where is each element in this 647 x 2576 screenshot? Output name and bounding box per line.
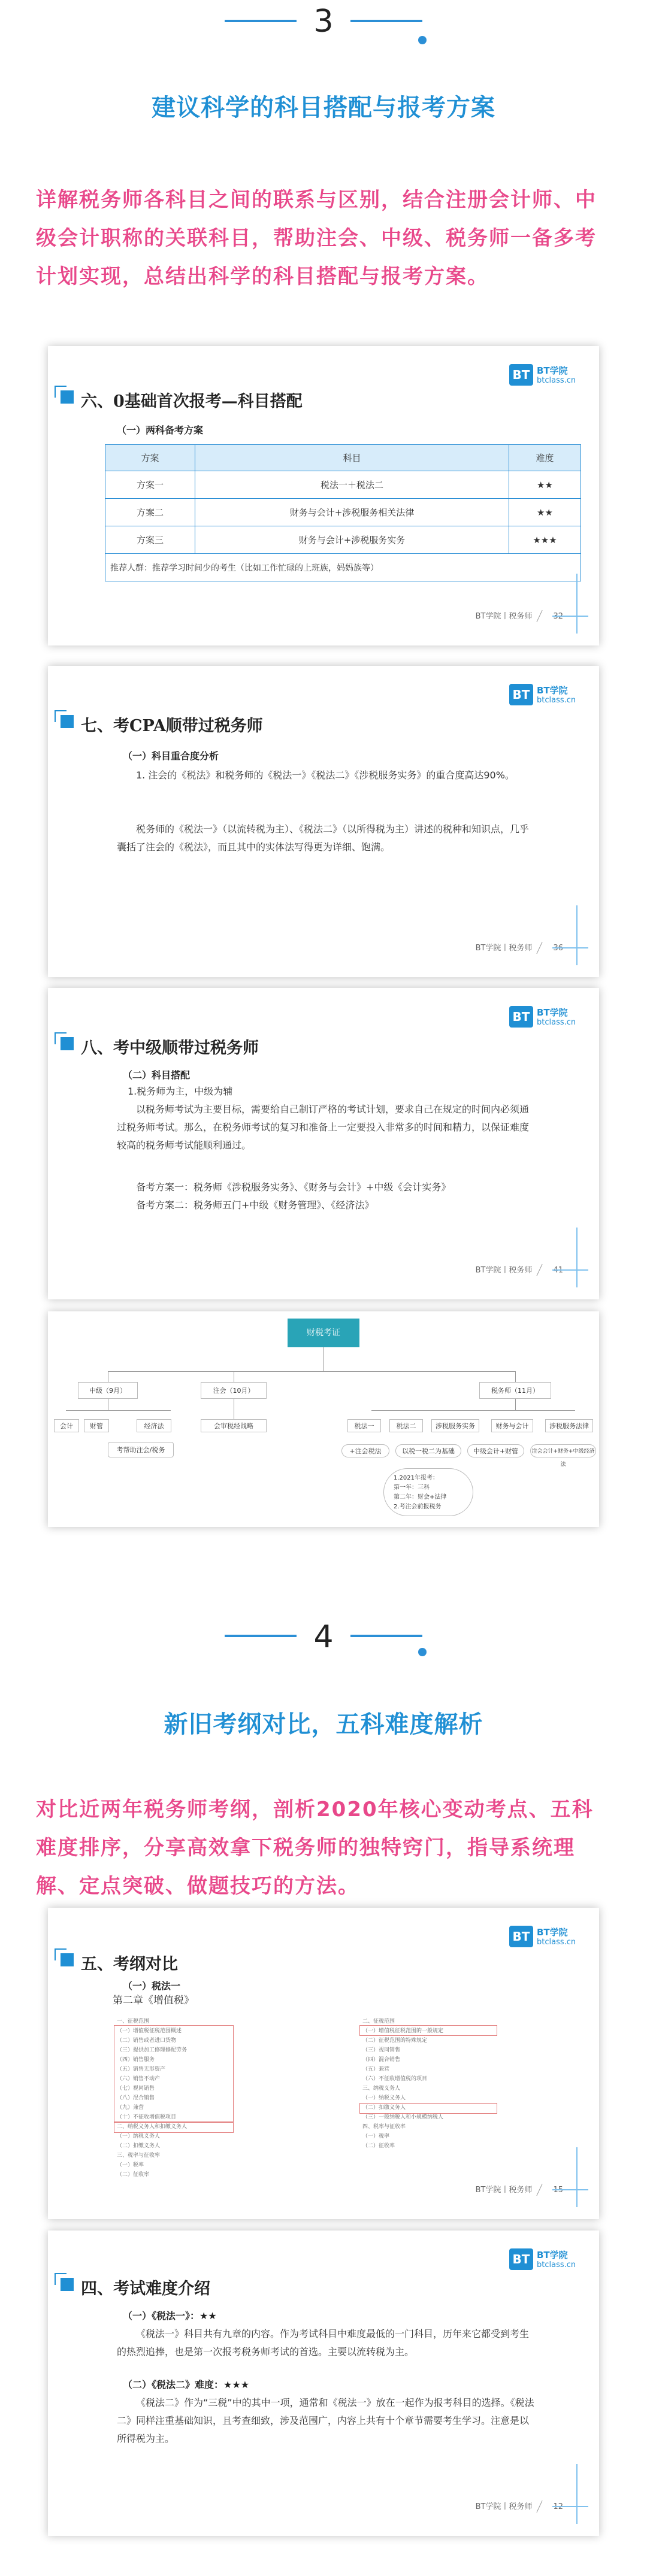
mind-map-link: 中级会计+财管 <box>467 1444 524 1457</box>
footer-divider <box>537 2501 543 2513</box>
outline-line: （二）销售或者进口货物 <box>117 2038 177 2044</box>
mind-map-connector <box>515 1399 516 1410</box>
outline-line: （三）一般纳税人和小规模纳税人 <box>362 2114 444 2120</box>
mind-map-leaf: 税法一 <box>347 1419 381 1432</box>
table-header-row <box>105 445 581 471</box>
outline-line: （二）扣缴义务人 <box>362 2105 406 2111</box>
outline-highlight <box>114 2025 234 2122</box>
mind-map-leaf: 涉税服务实务 <box>431 1419 479 1432</box>
slide-paragraph: 《税法二》作为“三税”中的其中一项，通常和《税法一》放在一起作为报考科目的选择。《税法二》同样注重基础知识，且考查细致，涉及范围广，内容上共有十个章节需要考生学习。注意是以所得税为主。 <box>117 2397 534 2444</box>
logo-url: btclass.cn <box>537 696 576 705</box>
logo-mark: BT <box>509 1926 533 1947</box>
outline-line: 三、税率与征收率 <box>117 2153 161 2159</box>
slide-footer <box>476 2183 563 2197</box>
mind-map-leaf: 财务与会计 <box>491 1419 533 1432</box>
slide-subtitle: （一）两科备考方案 <box>117 425 204 436</box>
slide-subtitle: （二）《税法二》难度：★★★ <box>123 2379 250 2390</box>
corner-line-horizontal <box>552 616 588 617</box>
outline-line: （十）不征收增值税项目 <box>117 2114 177 2120</box>
footer-divider <box>537 610 543 622</box>
footer-brand: BT学院丨税务师 <box>475 1265 533 1275</box>
logo-mark: BT <box>509 1006 533 1028</box>
slide-mind-map <box>48 1311 599 1527</box>
outline-line: （四）销售服务 <box>117 2057 155 2063</box>
slide-subject-pairing <box>48 346 599 645</box>
section-3-number-row <box>0 0 647 48</box>
section-3-dot <box>418 36 427 44</box>
outline-new <box>362 2017 542 2151</box>
logo-brand: BT学院 <box>537 2250 568 2260</box>
outline-line: （三）视同销售 <box>362 2047 401 2053</box>
mind-map-link: 以税一税二为基础 <box>395 1444 461 1457</box>
table-cell: 财务与会计+涉税服务实务 <box>195 526 509 554</box>
outline-line: （一）税率 <box>362 2133 390 2139</box>
logo-url: btclass.cn <box>537 1018 576 1027</box>
mind-map-leaf: 经济法 <box>137 1419 171 1432</box>
corner-line-vertical <box>576 1228 578 1287</box>
logo-brand: BT学院 <box>537 1007 568 1018</box>
slide-subtitle: （二）科目搭配 <box>123 1069 191 1081</box>
logo-brand: BT学院 <box>537 685 568 696</box>
outline-line: （一）增值税征税范围概述 <box>117 2028 182 2034</box>
table-cell: ★★ <box>509 471 581 499</box>
section-4-number-row <box>0 1617 647 1665</box>
slide-paragraph: 备考方案一：税务师《涉税服务实务》、《财务与会计》+中级《会计实务》 <box>136 1181 451 1193</box>
logo-url: btclass.cn <box>537 2260 576 2269</box>
mind-map-leaf: 会审税经战略 <box>201 1419 267 1432</box>
footer-brand: BT学院丨税务师 <box>475 943 533 953</box>
slide-paragraph: 1.税务师为主，中级为辅 <box>128 1086 233 1097</box>
table-cell: 方案三 <box>105 526 195 554</box>
footer-brand: BT学院丨税务师 <box>475 2502 533 2511</box>
outline-line: （一）税率 <box>117 2162 144 2168</box>
mind-map-connector <box>515 1371 516 1382</box>
logo-brand: BT学院 <box>537 365 568 376</box>
corner-line-horizontal <box>552 1269 588 1271</box>
slide-paragraph: 税务师的《税法一》（以流转税为主）、《税法二》（以所得税为主）讲述的税种和知识点，几乎囊括了注会的《税法》，而且其中的实体法写得更为详细、饱满。 <box>117 823 530 853</box>
table-header: 难度 <box>509 445 581 471</box>
outline-line: （九）兼营 <box>117 2105 144 2111</box>
outline-line: （一）纳税义务人 <box>117 2133 161 2139</box>
outline-line: （二）征收率 <box>117 2172 150 2178</box>
slide-subtitle: （一）科目重合度分析 <box>123 750 219 762</box>
outline-line: （三）提供加工修理修配劳务 <box>117 2047 188 2053</box>
table-cell: ★★★ <box>509 526 581 554</box>
mind-map-group: 中级（9月） <box>78 1382 138 1399</box>
section-3-number: 3 <box>313 4 334 40</box>
mind-map-leaf: 会计 <box>54 1419 79 1432</box>
mind-map-leaf: 税法二 <box>389 1419 423 1432</box>
slide-paragraph: 备考方案二：税务师五门+中级《财务管理》、《经济法》 <box>136 1199 374 1211</box>
section-4-description: 对比近两年税务师考纲，剖析2020年核心变动考点、五科难度排序，分享高效拿下税务师的独特窍门，指导系统理解、定点突破、做题技巧的方法。 <box>36 1798 594 1898</box>
outline-line: （二）征税范围的特殊规定 <box>362 2038 428 2044</box>
slide-chapter: 第二章《增值税》 <box>113 1995 194 2007</box>
mind-map-connector <box>66 1410 171 1411</box>
bt-logo <box>509 1005 575 1031</box>
slide-title: 五、考纲对比 <box>81 1951 178 1974</box>
outline-line: （六）销售不动产 <box>117 2076 161 2082</box>
footer-divider <box>537 942 543 954</box>
outline-line: （五）兼营 <box>362 2066 390 2072</box>
schedule-line: 1.2021年报考： <box>394 1475 439 1481</box>
table-header: 方案 <box>105 445 195 471</box>
mind-map-connector <box>371 1410 575 1411</box>
outline-highlight <box>114 2122 234 2133</box>
section-3-header <box>0 0 647 289</box>
corner-line-horizontal <box>552 947 588 948</box>
mind-map-root: 财税考证 <box>288 1319 359 1347</box>
outline-line: （七）视同销售 <box>117 2086 155 2092</box>
outline-line: （一）纳税义务人 <box>362 2095 406 2101</box>
slide-footer <box>476 610 563 623</box>
outline-line: （二）征收率 <box>362 2143 395 2149</box>
outline-line: （一）增值税征税范围的一般规定 <box>362 2028 444 2034</box>
outline-line: （四）混合销售 <box>362 2057 401 2063</box>
table-header: 科目 <box>195 445 509 471</box>
table-row <box>105 471 581 499</box>
corner-line-vertical <box>576 574 578 634</box>
bt-logo <box>509 1925 575 1951</box>
logo-mark: BT <box>509 684 533 705</box>
footer-brand: BT学院丨税务师 <box>475 611 533 621</box>
logo-mark: BT <box>509 2248 533 2270</box>
mind-map-connector <box>323 1347 324 1371</box>
table-cell: ★★ <box>509 499 581 526</box>
logo-brand: BT学院 <box>537 1927 568 1938</box>
mind-map-schedule <box>383 1468 473 1516</box>
slide-title: 八、考中级顺带过税务师 <box>81 1035 259 1058</box>
mind-map-link: +注会税法 <box>341 1444 389 1457</box>
slide-exam-difficulty <box>48 2230 599 2536</box>
table-cell: 方案二 <box>105 499 195 526</box>
schedule-line: 第二年：财会+法律 <box>394 1494 447 1501</box>
schedule-line: 2.考注会前报税务 <box>394 1504 442 1510</box>
outline-line: （五）销售无形资产 <box>117 2066 166 2072</box>
slide-footer <box>476 941 563 955</box>
section-4-header <box>0 1617 647 1898</box>
outline-line: 二、纳税义务人和扣缴义务人 <box>117 2124 188 2130</box>
slide-paragraph: 《税法一》科目共有九章的内容。作为考试科目中难度最低的一门科目，历年来它都受到考生的热烈追捧，也是第一次报考税务师考试的首选。主要以流转税为主。 <box>117 2328 530 2357</box>
corner-line-vertical <box>576 2147 578 2207</box>
footer-divider <box>537 1264 543 1276</box>
corner-line-horizontal <box>552 2506 588 2507</box>
outline-line: （六）不征收增值税的项目 <box>362 2076 428 2082</box>
slide-cpa-to-tax <box>48 666 599 977</box>
slide-title: 七、考CPA顺带过税务师 <box>81 713 263 736</box>
footer-brand: BT学院丨税务师 <box>475 2185 533 2195</box>
table-cell: 税法一＋税法二 <box>195 471 509 499</box>
outline-line: （二）扣缴义务人 <box>117 2143 161 2149</box>
slide-paragraph: 1. 注会的《税法》和税务师的《税法一》《税法二》《涉税服务实务》的重合度高达90%。 <box>136 769 515 781</box>
section-3-title: 建议科学的科目搭配与报考方案 <box>152 94 495 122</box>
mind-map-group: 注会（10月） <box>201 1382 267 1399</box>
table-note-row <box>105 554 581 581</box>
slide-subtitle: （一）《税法一》：★★ <box>123 2310 217 2322</box>
slide-outline-comparison <box>48 1908 599 2219</box>
slide-footer <box>476 1263 563 1277</box>
corner-line-vertical <box>576 905 578 965</box>
footer-divider <box>537 2184 543 2196</box>
table-row <box>105 526 581 554</box>
section-3-right-line <box>350 20 422 22</box>
table-cell: 方案一 <box>105 471 195 499</box>
bt-logo <box>509 2247 575 2274</box>
slide-paragraph: 以税务师考试为主要目标，需要给自己制订严格的考试计划，要求自己在规定的时间内必须通过税务师考试。那么，在税务师考试的复习和准备上一定要投入非常多的时间和精力，以保证难度较高的税务师考试能顺利通过。 <box>117 1104 530 1151</box>
table-note: 推荐人群：推荐学习时间少的考生（比如工作忙碌的上班族，妈妈族等） <box>105 554 581 581</box>
section-4-number: 4 <box>313 1619 334 1655</box>
section-4-right-line <box>350 1635 422 1637</box>
bt-logo <box>509 683 575 709</box>
mind-map-link: 注会会计+财务+中级经济法 <box>530 1444 596 1457</box>
mind-map-leaf: 财管 <box>84 1419 109 1432</box>
mind-map-note: 考帮助注会/税务 <box>108 1442 174 1457</box>
outline-line: 二、征税范围 <box>362 2019 395 2025</box>
outline-line: 四、税率与征收率 <box>362 2124 406 2130</box>
section-4-title: 新旧考纲对比，五科难度解析 <box>164 1711 483 1738</box>
slide-title: 六、0基础首次报考—科目搭配 <box>81 388 303 411</box>
mind-map-connector <box>108 1371 515 1372</box>
slide-title: 四、考试难度介绍 <box>81 2275 210 2299</box>
section-3-description: 详解税务师各科目之间的联系与区别，结合注册会计师、中级会计职称的关联科目，帮助注会、中级、税务师一备多考计划实现，总结出科学的科目搭配与报考方案。 <box>36 188 597 289</box>
corner-line-horizontal <box>552 2189 588 2190</box>
schedule-line: 第一年：三科 <box>394 1484 430 1491</box>
mind-map-leaf: 涉税服务法律 <box>545 1419 593 1432</box>
logo-url: btclass.cn <box>537 376 576 385</box>
logo-mark: BT <box>509 364 533 386</box>
corner-line-vertical <box>576 2464 578 2524</box>
bt-logo <box>509 363 575 389</box>
outline-line: （八）混合销售 <box>117 2095 155 2101</box>
slide-zhongji-to-tax <box>48 988 599 1299</box>
outline-highlight <box>359 2103 497 2114</box>
slide-subtitle: （一）税法一 <box>123 1980 181 1992</box>
mind-map-group: 税务师（11月） <box>479 1382 551 1399</box>
table-cell: 财务与会计+涉税服务相关法律 <box>195 499 509 526</box>
outline-line: 三、纳税义务人 <box>362 2086 401 2092</box>
outline-highlight <box>359 2025 497 2036</box>
table-row <box>105 499 581 526</box>
slide-footer <box>476 2500 563 2514</box>
plan-table <box>105 444 581 581</box>
logo-url: btclass.cn <box>537 1938 576 1947</box>
outline-line: 一、征税范围 <box>117 2019 150 2025</box>
section-4-dot <box>418 1648 427 1656</box>
